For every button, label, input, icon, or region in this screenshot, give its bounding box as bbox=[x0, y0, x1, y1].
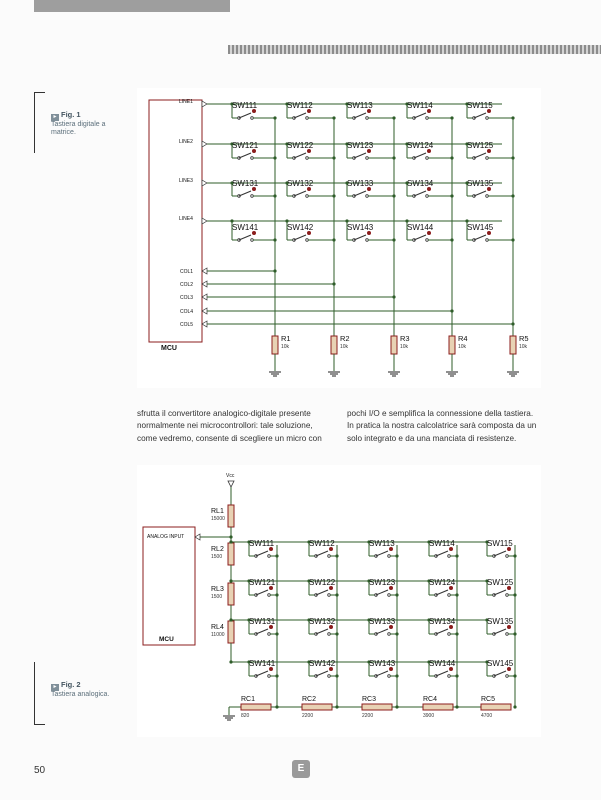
caption-bracket bbox=[34, 92, 45, 153]
pin-arrow bbox=[202, 281, 207, 287]
mcu-label: MCU bbox=[161, 345, 177, 352]
resistor-body bbox=[228, 505, 234, 527]
resistor-name: R5 bbox=[519, 334, 529, 343]
switch-label: SW111 bbox=[232, 101, 258, 110]
switch-label: SW135 bbox=[467, 179, 494, 188]
resistor-name: RC4 bbox=[423, 696, 438, 703]
switch-label: SW115 bbox=[487, 539, 513, 548]
switch-label: SW121 bbox=[232, 141, 259, 150]
pin-arrow bbox=[195, 534, 200, 540]
switch-label: SW121 bbox=[249, 578, 276, 587]
switch-contact bbox=[251, 195, 254, 198]
pin-arrow bbox=[202, 321, 207, 327]
switch-label: SW143 bbox=[347, 223, 374, 232]
caption-bracket bbox=[34, 662, 45, 725]
junction-dot bbox=[513, 705, 516, 708]
resistor-body bbox=[510, 336, 516, 354]
switch-contact bbox=[328, 675, 331, 678]
switch-label: SW134 bbox=[407, 179, 434, 188]
resistor-name: RL1 bbox=[211, 508, 224, 515]
switch-contact bbox=[388, 555, 391, 558]
switch-lever bbox=[376, 551, 388, 556]
switch-label: SW113 bbox=[347, 101, 373, 110]
switch-label: SW143 bbox=[369, 659, 396, 668]
switch-contact bbox=[448, 555, 451, 558]
switch-lever bbox=[436, 590, 448, 595]
switch-contact bbox=[268, 633, 271, 636]
junction-dot bbox=[395, 705, 398, 708]
switch-contact bbox=[306, 195, 309, 198]
resistor-value: 3900 bbox=[423, 713, 435, 719]
switch-lever bbox=[256, 629, 268, 634]
resistor-name: R1 bbox=[281, 334, 291, 343]
resistor-body bbox=[331, 336, 337, 354]
switch-contact bbox=[366, 117, 369, 120]
resistor-name: RC2 bbox=[302, 696, 317, 703]
pin-arrow bbox=[202, 141, 207, 147]
switch-label: SW132 bbox=[287, 179, 314, 188]
switch-lever bbox=[494, 551, 506, 556]
switch-lever bbox=[294, 153, 306, 158]
fig1-caption-title: Fig. 1 bbox=[61, 110, 81, 119]
switch-contact bbox=[366, 157, 369, 160]
resistor-body bbox=[449, 336, 455, 354]
switch-lever bbox=[316, 590, 328, 595]
col-label: COL5 bbox=[180, 322, 194, 328]
switch-lever bbox=[239, 235, 251, 240]
switch-lever bbox=[414, 235, 426, 240]
switch-lever bbox=[354, 113, 366, 118]
mcu-block bbox=[149, 100, 202, 342]
switch-contact bbox=[506, 555, 509, 558]
fig2-caption-text: Tastiera analogica. bbox=[51, 691, 110, 698]
switch-contact bbox=[388, 633, 391, 636]
switch-contact bbox=[268, 594, 271, 597]
switch-contact bbox=[426, 195, 429, 198]
switch-contact bbox=[448, 633, 451, 636]
switch-contact bbox=[486, 157, 489, 160]
switch-label: SW113 bbox=[369, 539, 395, 548]
junction-dot bbox=[335, 705, 338, 708]
switch-label: SW122 bbox=[287, 141, 314, 150]
pin-arrow bbox=[202, 180, 207, 186]
switch-lever bbox=[436, 629, 448, 634]
junction-dot bbox=[275, 705, 278, 708]
switch-contact bbox=[268, 555, 271, 558]
switch-label: SW131 bbox=[232, 179, 259, 188]
resistor-name: R2 bbox=[340, 334, 350, 343]
resistor-name: R4 bbox=[458, 334, 468, 343]
switch-lever bbox=[414, 153, 426, 158]
switch-label: SW141 bbox=[249, 659, 276, 668]
resistor-value: 15000 bbox=[211, 516, 225, 522]
switch-lever bbox=[354, 235, 366, 240]
switch-contact bbox=[251, 117, 254, 120]
resistor-body bbox=[302, 704, 332, 710]
header-bar bbox=[34, 0, 230, 12]
switch-contact bbox=[448, 675, 451, 678]
switch-contact bbox=[251, 239, 254, 242]
resistor-value: 10k bbox=[458, 344, 467, 350]
switch-contact bbox=[486, 239, 489, 242]
switch-label: SW123 bbox=[347, 141, 374, 150]
switch-lever bbox=[494, 629, 506, 634]
resistor-name: RC3 bbox=[362, 696, 377, 703]
pin-arrow bbox=[202, 294, 207, 300]
resistor-value: 1500 bbox=[211, 554, 223, 560]
pin-arrow bbox=[202, 218, 207, 224]
switch-contact bbox=[306, 239, 309, 242]
line-label: LINE4 bbox=[179, 216, 193, 222]
resistor-body bbox=[481, 704, 511, 710]
figure-2-panel bbox=[137, 465, 541, 737]
switch-contact bbox=[506, 633, 509, 636]
fig1-caption bbox=[51, 111, 131, 137]
switch-contact bbox=[426, 239, 429, 242]
switch-lever bbox=[294, 113, 306, 118]
switch-label: SW131 bbox=[249, 617, 276, 626]
resistor-body bbox=[272, 336, 278, 354]
resistor-value: 1500 bbox=[211, 594, 223, 600]
figure-2-schematic bbox=[137, 465, 541, 737]
mcu-block bbox=[143, 527, 195, 645]
figure-icon: ▸ bbox=[51, 114, 59, 121]
switch-contact bbox=[506, 675, 509, 678]
switch-contact bbox=[486, 117, 489, 120]
body-text-right: pochi I/O e semplifica la connessione della tastiera. In pratica la nostra calcolatrice sarà composta da un solo integrato e da una manciata di resistenze. bbox=[347, 409, 537, 443]
resistor-name: RC5 bbox=[481, 696, 496, 703]
body-text-left: sfrutta il convertitore analogico-digitale presente normalmente nei microcontrollori: tale soluzione, come vedremo, consente di scegliere un micro con bbox=[137, 409, 322, 443]
switch-lever bbox=[354, 191, 366, 196]
switch-label: SW124 bbox=[407, 141, 434, 150]
switch-lever bbox=[376, 629, 388, 634]
switch-label: SW135 bbox=[487, 617, 514, 626]
resistor-name: RL4 bbox=[211, 624, 224, 631]
switch-lever bbox=[354, 153, 366, 158]
line-label: LINE2 bbox=[179, 139, 193, 145]
resistor-name: RL3 bbox=[211, 586, 224, 593]
junction-dot bbox=[229, 535, 232, 538]
resistor-value: 10k bbox=[340, 344, 349, 350]
switch-label: SW144 bbox=[429, 659, 456, 668]
switch-contact bbox=[328, 555, 331, 558]
resistor-value: 10k bbox=[519, 344, 528, 350]
switch-label: SW112 bbox=[309, 539, 335, 548]
switch-lever bbox=[239, 153, 251, 158]
switch-label: SW142 bbox=[309, 659, 336, 668]
pin-arrow bbox=[202, 101, 207, 107]
switch-contact bbox=[366, 195, 369, 198]
figure-1-panel bbox=[137, 88, 541, 388]
col-label: COL1 bbox=[180, 269, 194, 275]
resistor-value: 10k bbox=[281, 344, 290, 350]
switch-lever bbox=[256, 590, 268, 595]
switch-label: SW122 bbox=[309, 578, 336, 587]
resistor-body bbox=[228, 543, 234, 565]
resistor-name: RC1 bbox=[241, 696, 256, 703]
resistor-body bbox=[362, 704, 392, 710]
junction-dot bbox=[229, 540, 232, 543]
fig2-caption bbox=[51, 681, 131, 699]
switch-label: SW144 bbox=[407, 223, 434, 232]
switch-lever bbox=[316, 629, 328, 634]
page-number: 50 bbox=[34, 765, 46, 776]
switch-contact bbox=[306, 157, 309, 160]
switch-contact bbox=[426, 117, 429, 120]
switch-lever bbox=[494, 671, 506, 676]
col-label: COL3 bbox=[180, 295, 194, 301]
junction-dot bbox=[229, 660, 232, 663]
switch-contact bbox=[388, 675, 391, 678]
switch-lever bbox=[474, 235, 486, 240]
switch-contact bbox=[366, 239, 369, 242]
switch-label: SW111 bbox=[249, 539, 275, 548]
pin-arrow bbox=[202, 308, 207, 314]
analog-input-label: ANALOG INPUT bbox=[147, 534, 185, 540]
resistor-body bbox=[423, 704, 453, 710]
switch-contact bbox=[426, 157, 429, 160]
switch-contact bbox=[328, 633, 331, 636]
resistor-value: 10k bbox=[400, 344, 409, 350]
junction-dot bbox=[455, 705, 458, 708]
switch-lever bbox=[494, 590, 506, 595]
switch-lever bbox=[436, 551, 448, 556]
fig1-caption-text: Tastiera digitale a matrice. bbox=[51, 121, 106, 136]
switch-lever bbox=[239, 191, 251, 196]
fig2-caption-title: Fig. 2 bbox=[61, 680, 81, 689]
switch-lever bbox=[474, 191, 486, 196]
switch-contact bbox=[486, 195, 489, 198]
switch-label: SW124 bbox=[429, 578, 456, 587]
decorative-stripe bbox=[228, 45, 601, 54]
switch-contact bbox=[448, 594, 451, 597]
line-label: LINE3 bbox=[179, 178, 193, 184]
switch-lever bbox=[316, 551, 328, 556]
resistor-value: 2200 bbox=[302, 713, 314, 719]
switch-lever bbox=[256, 671, 268, 676]
mcu-label: MCU bbox=[159, 636, 174, 643]
resistor-value: 820 bbox=[241, 713, 250, 719]
pin-arrow bbox=[202, 268, 207, 274]
switch-label: SW114 bbox=[429, 539, 455, 548]
resistor-name: RL2 bbox=[211, 546, 224, 553]
col-label: COL4 bbox=[180, 309, 194, 315]
junction-dot bbox=[229, 618, 232, 621]
line-label: LINE1 bbox=[179, 99, 193, 105]
col-label: COL2 bbox=[180, 282, 194, 288]
resistor-value: 4700 bbox=[481, 713, 493, 719]
switch-label: SW134 bbox=[429, 617, 456, 626]
switch-lever bbox=[436, 671, 448, 676]
figure-icon: ▸ bbox=[51, 684, 59, 691]
switch-lever bbox=[474, 153, 486, 158]
switch-contact bbox=[306, 117, 309, 120]
switch-lever bbox=[376, 671, 388, 676]
switch-contact bbox=[506, 594, 509, 597]
switch-label: SW145 bbox=[467, 223, 494, 232]
switch-lever bbox=[294, 235, 306, 240]
switch-label: SW114 bbox=[407, 101, 433, 110]
switch-label: SW141 bbox=[232, 223, 259, 232]
switch-label: SW145 bbox=[487, 659, 514, 668]
switch-contact bbox=[328, 594, 331, 597]
switch-label: SW132 bbox=[309, 617, 336, 626]
switch-lever bbox=[294, 191, 306, 196]
switch-lever bbox=[256, 551, 268, 556]
switch-label: SW112 bbox=[287, 101, 313, 110]
vcc-label: Vcc bbox=[226, 473, 235, 479]
switch-lever bbox=[414, 113, 426, 118]
switch-lever bbox=[316, 671, 328, 676]
switch-label: SW142 bbox=[287, 223, 314, 232]
resistor-value: 2200 bbox=[362, 713, 374, 719]
resistor-body bbox=[241, 704, 271, 710]
resistor-name: R3 bbox=[400, 334, 410, 343]
switch-label: SW115 bbox=[467, 101, 493, 110]
publisher-logo: E bbox=[292, 760, 310, 778]
switch-contact bbox=[268, 675, 271, 678]
junction-dot bbox=[229, 579, 232, 582]
resistor-value: 11000 bbox=[211, 632, 225, 638]
switch-label: SW125 bbox=[467, 141, 494, 150]
switch-label: SW133 bbox=[369, 617, 396, 626]
switch-lever bbox=[239, 113, 251, 118]
switch-contact bbox=[251, 157, 254, 160]
resistor-body bbox=[391, 336, 397, 354]
switch-contact bbox=[388, 594, 391, 597]
resistor-body bbox=[228, 583, 234, 605]
switch-label: SW123 bbox=[369, 578, 396, 587]
switch-lever bbox=[474, 113, 486, 118]
vcc-symbol bbox=[228, 481, 234, 487]
switch-lever bbox=[414, 191, 426, 196]
figure-1-schematic bbox=[137, 88, 541, 388]
switch-label: SW133 bbox=[347, 179, 374, 188]
switch-lever bbox=[376, 590, 388, 595]
resistor-body bbox=[228, 621, 234, 643]
switch-label: SW125 bbox=[487, 578, 514, 587]
